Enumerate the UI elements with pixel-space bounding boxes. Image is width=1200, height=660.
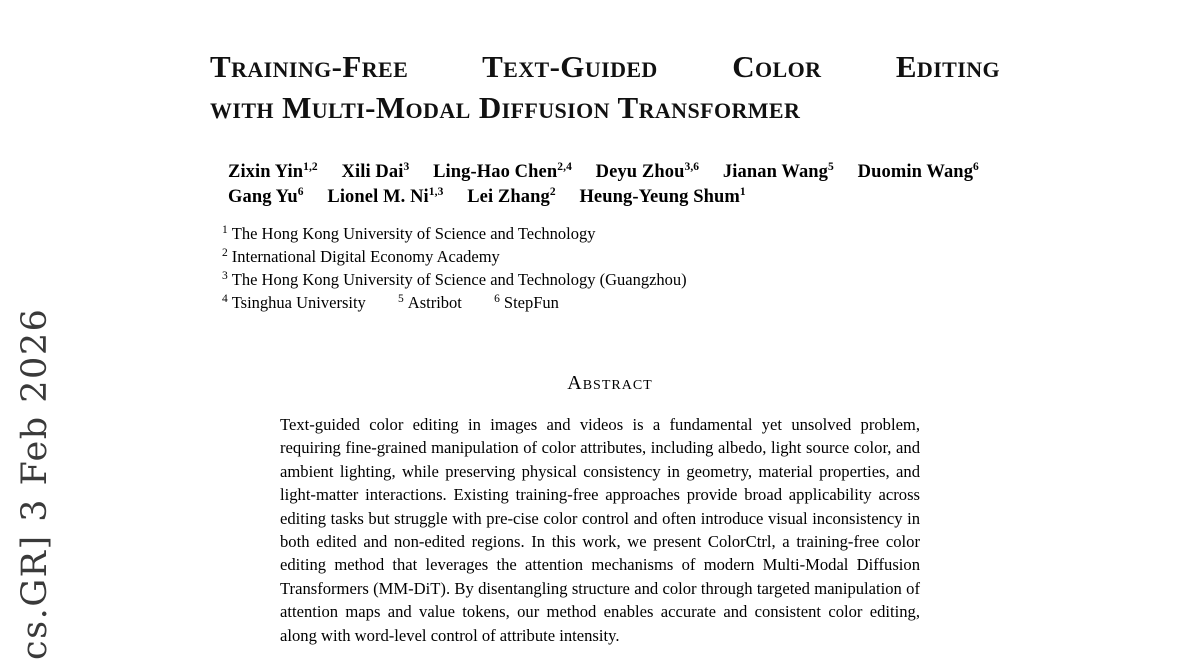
abstract-heading: Abstract — [567, 372, 653, 394]
affiliation-item — [222, 245, 1012, 268]
affiliation-text: Astribot — [407, 293, 462, 312]
author — [327, 187, 443, 207]
author-affiliation-marker: 6 — [297, 185, 304, 198]
author-name: Zixin Yin — [228, 162, 304, 182]
affiliation-marker: 6 — [494, 292, 500, 305]
affiliation-marker: 4 — [222, 292, 228, 305]
author — [228, 187, 304, 207]
affiliation-marker: 2 — [222, 246, 228, 259]
author — [596, 162, 700, 182]
author-affiliation-marker: 6 — [973, 160, 979, 173]
author-affiliation-marker: 1 — [739, 185, 746, 198]
author — [723, 162, 834, 182]
author-list — [228, 160, 1018, 210]
author-affiliation-marker: 5 — [828, 160, 834, 173]
author-name: Jianan Wang — [722, 162, 829, 182]
author-affiliation-marker: 2 — [549, 185, 556, 198]
author-name: Gang Yu — [228, 187, 298, 207]
page-title — [210, 46, 1000, 128]
affiliation-text: The Hong Kong University of Science and Technology — [231, 224, 596, 243]
abstract-text: Text-guided color editing in images and videos is a fundamental yet unsolved problem, requiring fine-grained manipulation of color attributes, including albedo, light source color, and ambient lighting, while preserving physical consistency in geometry, material properties, and light-matter interactions. Existing training-free approaches provide broad applicability across editing tasks but struggle with pre-cise color control and often introduce visual inconsistency in both edited and non-edited regions. In this work, we present ColorCtrl, a training-free color editing method that leverages the attention mechanisms of modern Multi-Modal Diffusion Transformers (MM-DiT). By disentangling structure and color through targeted manipulation of attention maps and value tokens, our method enables accurate and consistent color editing, along with word-level control of attribute intensity. — [280, 415, 920, 645]
author-name: Xili Dai — [341, 162, 404, 182]
author — [579, 187, 745, 207]
page-title-line-1: Training-Free Text-Guided Color Editing — [210, 49, 1000, 84]
author — [228, 162, 318, 182]
author-affiliation-marker: 3,6 — [684, 160, 700, 173]
arxiv-identifier-stamp — [0, 0, 110, 660]
author — [467, 187, 556, 207]
author-name: Lionel M. Ni — [327, 187, 429, 207]
affiliation-marker: 3 — [222, 269, 228, 282]
author-affiliation-marker: 3 — [403, 160, 410, 173]
author-name: Ling-Hao Chen — [433, 162, 558, 182]
page-title-line-2: with Multi-Modal Diffusion Transformer — [210, 90, 801, 125]
author — [342, 162, 410, 182]
author — [433, 162, 572, 182]
author-name: Lei Zhang — [467, 187, 550, 207]
author-affiliation-marker: 1,2 — [303, 160, 318, 173]
affiliation-item — [222, 222, 1012, 245]
affiliation-item — [222, 268, 1012, 291]
paper-page — [150, 0, 1070, 648]
author-name: Heung-Yeung Shum — [579, 187, 740, 207]
arxiv-stamp-text: cs.GR] 3 Feb 2026 — [15, 307, 55, 660]
affiliation-list — [222, 222, 1012, 314]
affiliation-item-inline-row — [222, 291, 1012, 314]
affiliation-text: International Digital Economy Academy — [231, 247, 500, 266]
author-affiliation-marker: 1,3 — [428, 185, 444, 198]
author-affiliation-marker: 2,4 — [557, 160, 572, 173]
affiliation-marker: 5 — [398, 292, 404, 305]
affiliation-text: StepFun — [503, 293, 559, 312]
affiliation-text: The Hong Kong University of Science and Technology (Guangzhou) — [231, 270, 687, 289]
author-row-2 — [228, 185, 1018, 210]
author-name: Duomin Wang — [857, 162, 974, 182]
author-row-1 — [228, 160, 1018, 185]
affiliation-text: Tsinghua University — [231, 293, 366, 312]
author — [858, 162, 979, 182]
affiliation-marker: 1 — [222, 223, 228, 236]
author-name: Deyu Zhou — [595, 162, 685, 182]
